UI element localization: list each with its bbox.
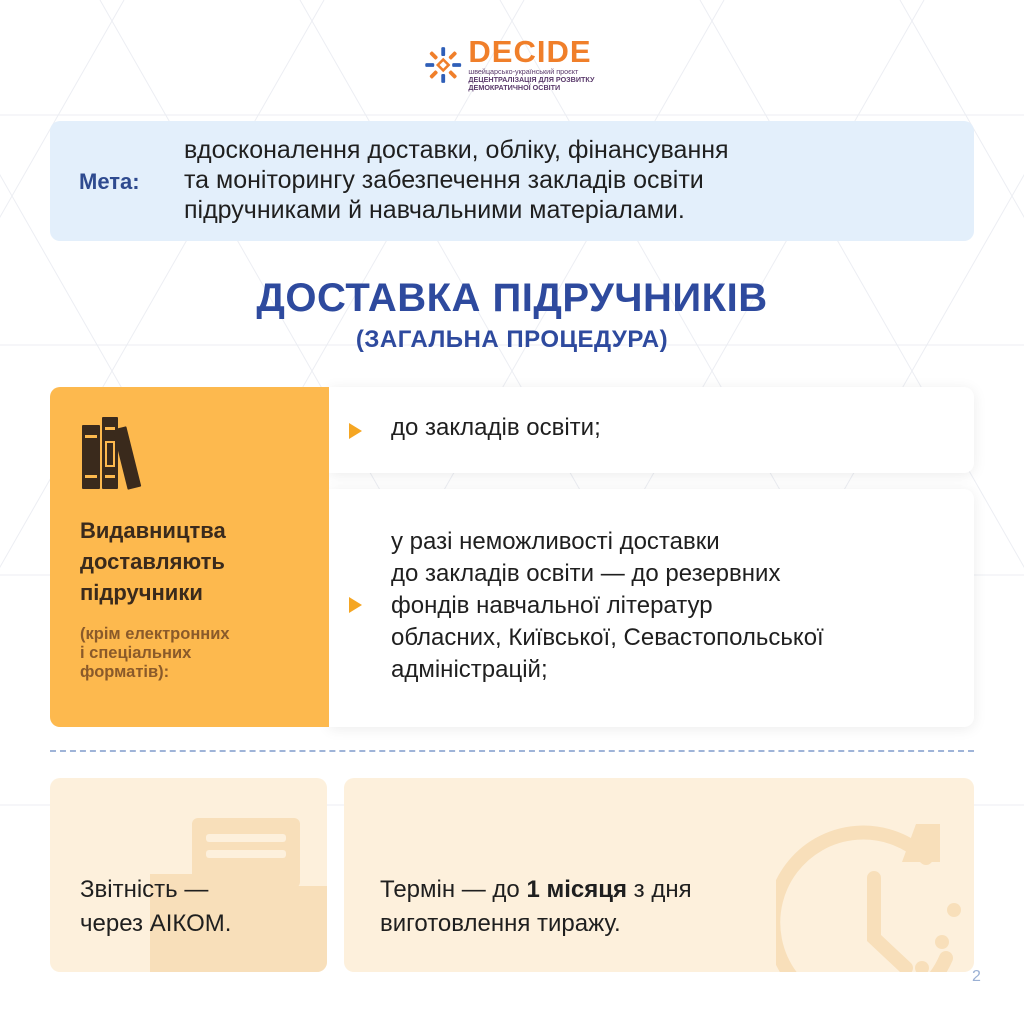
triangle-bullet-icon xyxy=(349,597,362,613)
term-bold: 1 місяця xyxy=(526,876,627,903)
term-prefix: Термін — до xyxy=(380,876,527,903)
logo-subtitle-2: ДЕЦЕНТРАЛІЗАЦІЯ ДЛЯ РОЗВИТКУ ДЕМОКРАТИЧНОЇ ОСВІТИ xyxy=(468,75,595,92)
goal-line: підручниками й навчальними матеріалами. xyxy=(184,196,685,224)
delivery-item xyxy=(329,387,974,473)
clock-icon xyxy=(776,818,974,972)
publishers-note: (крім електронних і спеціальних форматів): xyxy=(80,625,230,681)
page-subtitle: (ЗАГАЛЬНА ПРОЦЕДУРА) xyxy=(355,326,669,353)
decide-logo xyxy=(424,36,614,98)
term-line-2: виготовлення тиражу. xyxy=(380,910,621,937)
reporting-box xyxy=(50,778,327,972)
goal-text xyxy=(184,135,729,225)
goal-box xyxy=(50,121,974,241)
logo-subtitle: швейцарсько-український проєкт xyxy=(468,67,579,76)
divider xyxy=(50,750,974,752)
goal-line: та моніторингу забезпечення закладів освіти xyxy=(184,166,704,194)
reporting-text: Звітність — через АІКОМ. xyxy=(80,876,232,937)
delivery-item-text: до закладів освіти; xyxy=(391,414,601,441)
term-box xyxy=(344,778,974,972)
publishers-card xyxy=(50,387,329,727)
books-icon xyxy=(80,417,156,491)
goal-label: Мета: xyxy=(79,169,140,194)
term-text xyxy=(380,873,692,941)
page-title: ДОСТАВКА ПІДРУЧНИКІВ xyxy=(256,276,768,320)
delivery-item xyxy=(329,489,974,727)
term-suffix: з дня xyxy=(627,876,692,903)
goal-line: вдосконалення доставки, обліку, фінансування xyxy=(184,136,729,164)
triangle-bullet-icon xyxy=(349,423,362,439)
publishers-title: Видавництва доставляють підручники xyxy=(80,518,226,605)
logo-title: DECIDE xyxy=(468,34,592,69)
snowflake-logo-icon xyxy=(424,36,462,94)
page-number: 2 xyxy=(972,968,981,985)
delivery-item-text: у разі неможливості доставки до закладів освіти — до резервних фондів навчальної літератур обласних, Київської, Севастопольської адміністрацій; xyxy=(391,528,824,683)
